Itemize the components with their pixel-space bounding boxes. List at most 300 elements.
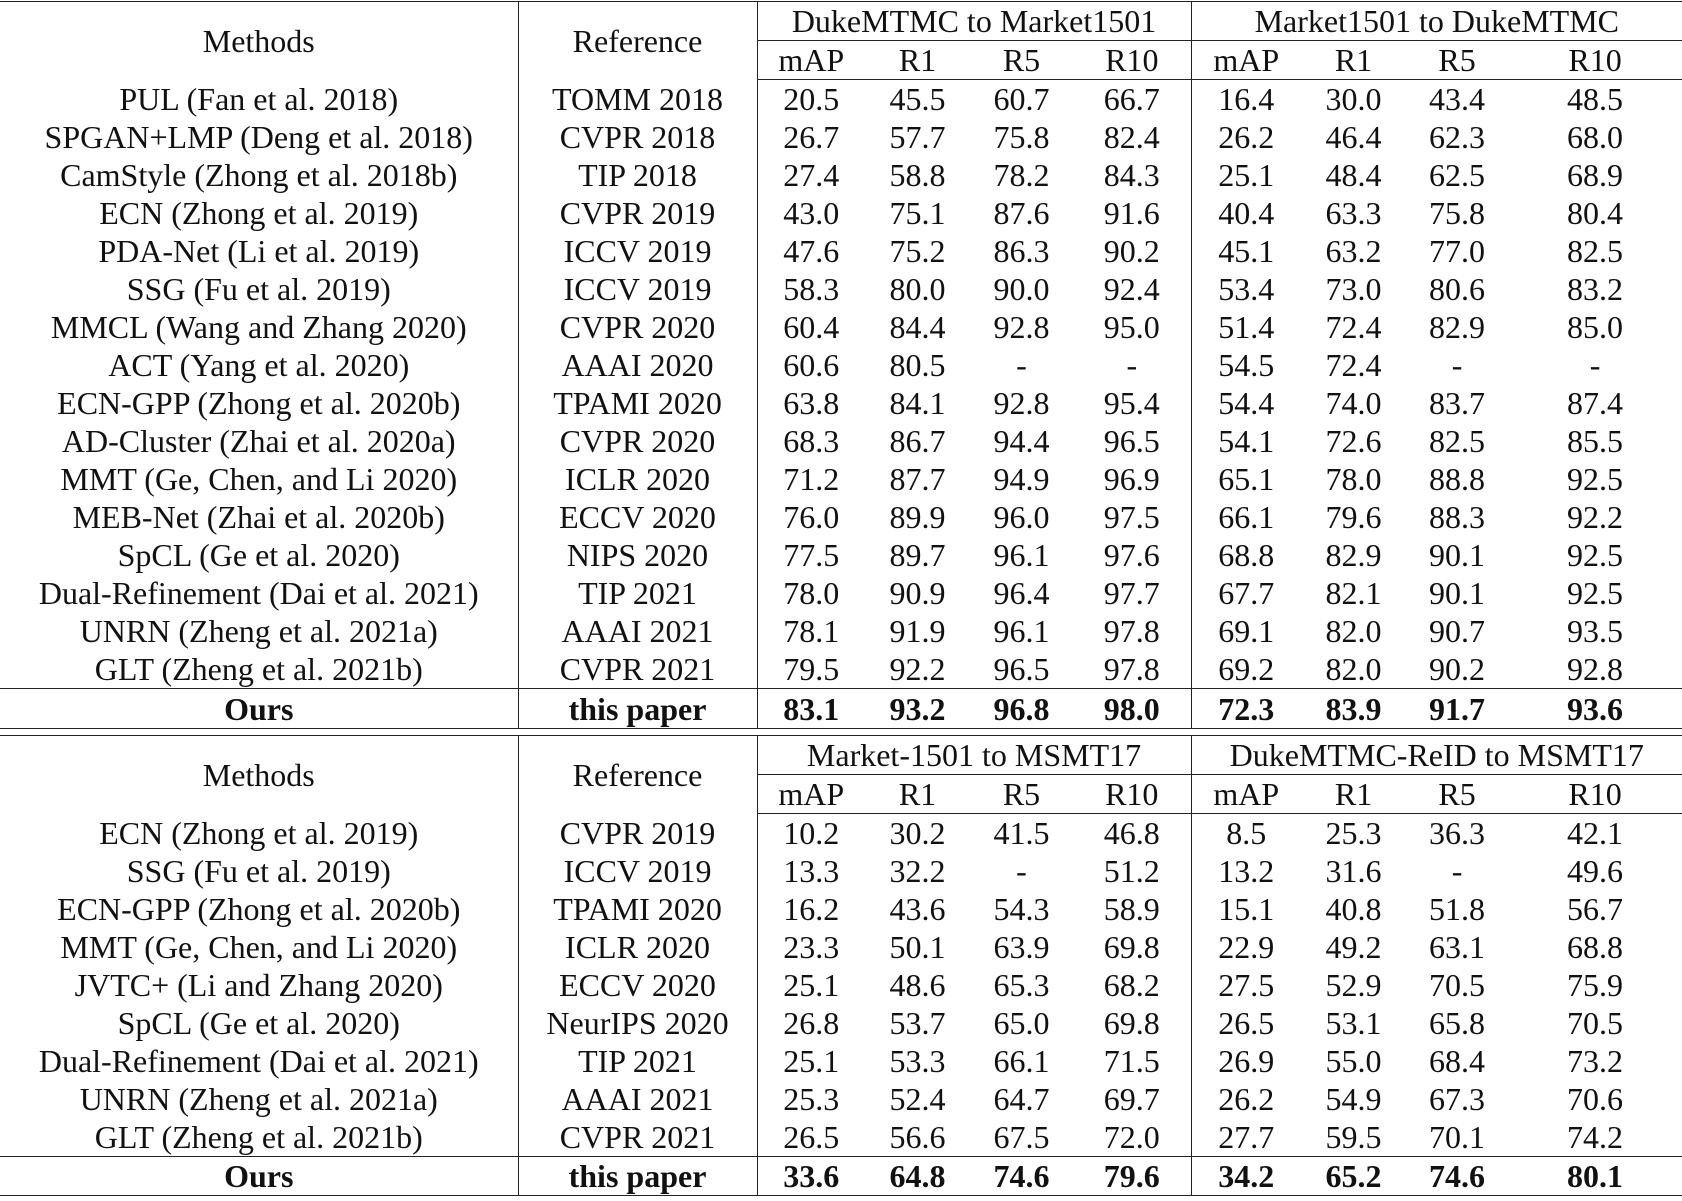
- metric-value: 94.4: [993, 423, 1050, 459]
- reference: AAAI 2020: [518, 346, 757, 384]
- metric-value: 68.0: [1567, 119, 1624, 155]
- header-metric-map: mAP: [757, 775, 865, 814]
- metric-value: 30.0: [1325, 81, 1382, 117]
- header-group: DukeMTMC-ReID to MSMT17: [1191, 736, 1682, 775]
- metric-value: 26.8: [783, 1005, 840, 1041]
- metric-value: 71.2: [783, 461, 840, 497]
- metric-value: 53.7: [889, 1005, 946, 1041]
- metric-value: 90.9: [889, 575, 946, 611]
- reference: AAAI 2021: [518, 1080, 757, 1118]
- metric-value: 45.5: [889, 81, 946, 117]
- metric-value: 34.2: [1191, 1157, 1301, 1196]
- metric-value: 90.1: [1429, 575, 1486, 611]
- metric-value: 90.0: [993, 271, 1050, 307]
- metric-value: 16.2: [783, 891, 840, 927]
- method-name: SPGAN+LMP (Deng et al. 2018): [0, 118, 518, 156]
- reference: NIPS 2020: [518, 536, 757, 574]
- metric-value: 60.6: [783, 347, 840, 383]
- metric-value: 70.6: [1567, 1081, 1624, 1117]
- metric-value: 48.5: [1567, 81, 1624, 117]
- header-metric-r10: R10: [1508, 41, 1682, 80]
- metric-value: 75.2: [889, 233, 946, 269]
- header-metric-r1: R1: [1301, 775, 1406, 814]
- metric-value: 91.6: [1073, 194, 1191, 232]
- metric-value: 40.4: [1218, 195, 1275, 231]
- table-row: [0, 422, 1682, 460]
- reference: ICCV 2019: [518, 852, 757, 890]
- metric-value: 26.7: [783, 119, 840, 155]
- ours-row: [0, 689, 1682, 729]
- metric-value: 16.4: [1218, 81, 1275, 117]
- method-name: ECN-GPP (Zhong et al. 2020b): [0, 890, 518, 928]
- reference: this paper: [518, 1157, 757, 1196]
- metric-value: 30.2: [889, 815, 946, 851]
- metric-value: 69.8: [1073, 928, 1191, 966]
- reference: CVPR 2020: [518, 422, 757, 460]
- metric-value: 96.5: [993, 651, 1050, 687]
- metric-value: 91.7: [1406, 689, 1508, 729]
- method-name: ACT (Yang et al. 2020): [0, 346, 518, 384]
- metric-value: 75.8: [1429, 195, 1486, 231]
- table-row: [0, 156, 1682, 194]
- metric-value: 80.6: [1429, 271, 1486, 307]
- metric-value: 67.5: [993, 1119, 1050, 1155]
- metric-value: 68.8: [1567, 929, 1624, 965]
- reference: TPAMI 2020: [518, 384, 757, 422]
- table-row: [0, 650, 1682, 689]
- method-name: ECN (Zhong et al. 2019): [0, 814, 518, 853]
- table-row: [0, 1004, 1682, 1042]
- metric-value: 69.7: [1073, 1080, 1191, 1118]
- metric-value: 58.3: [783, 271, 840, 307]
- header-metric-r1: R1: [1301, 41, 1406, 80]
- metric-value: 51.8: [1429, 891, 1486, 927]
- metric-value: 52.9: [1325, 967, 1382, 1003]
- metric-value: 69.2: [1218, 651, 1275, 687]
- metric-value: 31.6: [1325, 853, 1382, 889]
- method-name: ECN-GPP (Zhong et al. 2020b): [0, 384, 518, 422]
- metric-value: 72.6: [1325, 423, 1382, 459]
- metric-value: 76.0: [783, 499, 840, 535]
- method-name: CamStyle (Zhong et al. 2018b): [0, 156, 518, 194]
- metric-value: 90.1: [1429, 537, 1486, 573]
- table-row: [0, 270, 1682, 308]
- metric-value: 43.6: [889, 891, 946, 927]
- header-metric-map: mAP: [757, 41, 865, 80]
- header-metric-r10: R10: [1073, 775, 1191, 814]
- metric-value: 46.4: [1325, 119, 1382, 155]
- metric-value: 74.0: [1325, 385, 1382, 421]
- metric-value: 77.0: [1429, 233, 1486, 269]
- metric-value: 70.5: [1567, 1005, 1624, 1041]
- metric-value: 57.7: [889, 119, 946, 155]
- header-reference: Reference: [518, 2, 757, 80]
- table-row: [0, 1080, 1682, 1118]
- reference: this paper: [518, 689, 757, 729]
- metric-value: 70.1: [1429, 1119, 1486, 1155]
- metric-value: 58.9: [1073, 890, 1191, 928]
- metric-value: 66.7: [1073, 80, 1191, 119]
- metric-value: -: [1073, 346, 1191, 384]
- metric-value: 40.8: [1325, 891, 1382, 927]
- metric-value: 72.4: [1325, 309, 1382, 345]
- reference: NeurIPS 2020: [518, 1004, 757, 1042]
- method-name: GLT (Zheng et al. 2021b): [0, 650, 518, 689]
- metric-value: 63.2: [1325, 233, 1382, 269]
- metric-value: 79.5: [783, 651, 840, 687]
- metric-value: 13.2: [1218, 853, 1275, 889]
- metric-value: 92.2: [1567, 499, 1624, 535]
- metric-value: 87.6: [993, 195, 1050, 231]
- method-name: Ours: [0, 689, 518, 729]
- table-row: [0, 966, 1682, 1004]
- metric-value: 32.2: [889, 853, 946, 889]
- header-metric-r10: R10: [1508, 775, 1682, 814]
- method-name: GLT (Zheng et al. 2021b): [0, 1118, 518, 1157]
- header-metric-r5: R5: [1406, 775, 1508, 814]
- metric-value: 48.4: [1325, 157, 1382, 193]
- table-row: [0, 194, 1682, 232]
- metric-value: 85.5: [1567, 423, 1624, 459]
- metric-value: 86.7: [889, 423, 946, 459]
- metric-value: 26.2: [1218, 119, 1275, 155]
- metric-value: 92.8: [1567, 651, 1624, 687]
- metric-value: 90.2: [1073, 232, 1191, 270]
- metric-value: -: [1451, 853, 1463, 889]
- metric-value: 46.8: [1073, 814, 1191, 853]
- metric-value: 13.3: [783, 853, 840, 889]
- metric-value: 51.2: [1073, 852, 1191, 890]
- method-name: SSG (Fu et al. 2019): [0, 852, 518, 890]
- reference: ICLR 2020: [518, 928, 757, 966]
- metric-value: 91.9: [889, 613, 946, 649]
- metric-value: 92.8: [993, 385, 1050, 421]
- header-metric-r5: R5: [970, 41, 1073, 80]
- header-metric-r10: R10: [1073, 41, 1191, 80]
- metric-value: 63.1: [1429, 929, 1486, 965]
- metric-value: 68.4: [1429, 1043, 1486, 1079]
- metric-value: 53.1: [1325, 1005, 1382, 1041]
- metric-value: 63.3: [1325, 195, 1382, 231]
- reference: CVPR 2018: [518, 118, 757, 156]
- metric-value: 26.2: [1218, 1081, 1275, 1117]
- metric-value: 60.7: [993, 81, 1050, 117]
- metric-value: 54.9: [1325, 1081, 1382, 1117]
- table-row: [0, 80, 1682, 119]
- metric-value: 82.9: [1429, 309, 1486, 345]
- metric-value: 86.3: [993, 233, 1050, 269]
- metric-value: 74.6: [1406, 1157, 1508, 1196]
- metric-value: 73.0: [1325, 271, 1382, 307]
- metric-value: 68.3: [783, 423, 840, 459]
- metric-value: 82.1: [1325, 575, 1382, 611]
- table-row: [0, 1042, 1682, 1080]
- metric-value: 25.1: [1218, 157, 1275, 193]
- metric-value: 27.5: [1218, 967, 1275, 1003]
- metric-value: 84.4: [889, 309, 946, 345]
- reference: CVPR 2019: [518, 814, 757, 853]
- method-name: AD-Cluster (Zhai et al. 2020a): [0, 422, 518, 460]
- metric-value: 68.8: [1218, 537, 1275, 573]
- header-metric-r1: R1: [865, 41, 970, 80]
- metric-value: 42.1: [1567, 815, 1624, 851]
- reference: TOMM 2018: [518, 80, 757, 119]
- metric-value: 92.5: [1567, 537, 1624, 573]
- metric-value: 83.1: [757, 689, 865, 729]
- metric-value: 50.1: [889, 929, 946, 965]
- method-name: MMT (Ge, Chen, and Li 2020): [0, 460, 518, 498]
- reference: ICCV 2019: [518, 232, 757, 270]
- metric-value: 59.5: [1325, 1119, 1382, 1155]
- metric-value: 67.3: [1429, 1081, 1486, 1117]
- table-row: [0, 346, 1682, 384]
- reference: TIP 2018: [518, 156, 757, 194]
- metric-value: 54.1: [1218, 423, 1275, 459]
- metric-value: 27.4: [783, 157, 840, 193]
- metric-value: 96.0: [993, 499, 1050, 535]
- results-table-msmt17: [0, 735, 1682, 1196]
- reference: CVPR 2021: [518, 1118, 757, 1157]
- metric-value: -: [1016, 853, 1027, 889]
- metric-value: 62.3: [1429, 119, 1486, 155]
- method-name: MEB-Net (Zhai et al. 2020b): [0, 498, 518, 536]
- reference: ECCV 2020: [518, 498, 757, 536]
- table-row: [0, 232, 1682, 270]
- header-group: Market1501 to DukeMTMC: [1191, 2, 1682, 41]
- metric-value: 58.8: [889, 157, 946, 193]
- metric-value: 43.4: [1429, 81, 1486, 117]
- table-row: [0, 498, 1682, 536]
- metric-value: 89.7: [889, 537, 946, 573]
- metric-value: 75.8: [993, 119, 1050, 155]
- metric-value: 65.3: [993, 967, 1050, 1003]
- metric-value: 23.3: [783, 929, 840, 965]
- metric-value: 80.0: [889, 271, 946, 307]
- metric-value: 69.1: [1218, 613, 1275, 649]
- metric-value: 90.7: [1429, 613, 1486, 649]
- metric-value: 55.0: [1325, 1043, 1382, 1079]
- metric-value: 69.8: [1073, 1004, 1191, 1042]
- method-name: UNRN (Zheng et al. 2021a): [0, 612, 518, 650]
- method-name: MMCL (Wang and Zhang 2020): [0, 308, 518, 346]
- method-name: Dual-Refinement (Dai et al. 2021): [0, 574, 518, 612]
- metric-value: 87.7: [889, 461, 946, 497]
- metric-value: 25.3: [783, 1081, 840, 1117]
- metric-value: 97.8: [1073, 650, 1191, 689]
- metric-value: 92.5: [1567, 461, 1624, 497]
- metric-value: 80.4: [1567, 195, 1624, 231]
- reference: TIP 2021: [518, 574, 757, 612]
- reference: AAAI 2021: [518, 612, 757, 650]
- metric-value: 75.1: [889, 195, 946, 231]
- metric-value: -: [1451, 347, 1463, 383]
- method-name: UNRN (Zheng et al. 2021a): [0, 1080, 518, 1118]
- metric-value: 53.3: [889, 1043, 946, 1079]
- metric-value: 25.1: [783, 1043, 840, 1079]
- metric-value: 66.1: [993, 1043, 1050, 1079]
- metric-value: 48.6: [889, 967, 946, 1003]
- metric-value: 56.7: [1567, 891, 1624, 927]
- metric-value: -: [1589, 347, 1601, 383]
- metric-value: 27.7: [1218, 1119, 1275, 1155]
- metric-value: 97.8: [1073, 612, 1191, 650]
- table-row: [0, 460, 1682, 498]
- metric-value: 33.6: [757, 1157, 865, 1196]
- method-name: PDA-Net (Li et al. 2019): [0, 232, 518, 270]
- metric-value: 26.5: [1218, 1005, 1275, 1041]
- table-row: [0, 814, 1682, 853]
- table-row: [0, 852, 1682, 890]
- results-table-market-duke: [0, 1, 1682, 729]
- table-row: [0, 308, 1682, 346]
- metric-value: 74.2: [1567, 1119, 1624, 1155]
- metric-value: 66.1: [1218, 499, 1275, 535]
- metric-value: 49.2: [1325, 929, 1382, 965]
- metric-value: 10.2: [783, 815, 840, 851]
- metric-value: 83.9: [1301, 689, 1406, 729]
- table-row: [0, 574, 1682, 612]
- metric-value: 78.0: [1325, 461, 1382, 497]
- metric-value: 49.6: [1567, 853, 1624, 889]
- metric-value: 72.0: [1073, 1118, 1191, 1157]
- metric-value: 80.1: [1508, 1157, 1682, 1196]
- metric-value: 77.5: [783, 537, 840, 573]
- metric-value: 75.9: [1567, 967, 1624, 1003]
- header-methods: Methods: [0, 736, 518, 814]
- metric-value: 72.4: [1325, 347, 1382, 383]
- metric-value: 25.3: [1325, 815, 1382, 851]
- method-name: Ours: [0, 1157, 518, 1196]
- metric-value: 47.6: [783, 233, 840, 269]
- reference: TPAMI 2020: [518, 890, 757, 928]
- metric-value: 96.8: [970, 689, 1073, 729]
- metric-value: 63.8: [783, 385, 840, 421]
- reference: ICCV 2019: [518, 270, 757, 308]
- metric-value: 88.8: [1429, 461, 1486, 497]
- metric-value: 65.1: [1218, 461, 1275, 497]
- metric-value: 92.5: [1567, 575, 1624, 611]
- reference: ECCV 2020: [518, 966, 757, 1004]
- ours-row: [0, 1157, 1682, 1196]
- header-metric-r1: R1: [865, 775, 970, 814]
- metric-value: 82.0: [1325, 613, 1382, 649]
- metric-value: 96.5: [1073, 422, 1191, 460]
- table-row: [0, 384, 1682, 422]
- metric-value: 78.1: [783, 613, 840, 649]
- table-row: [0, 118, 1682, 156]
- metric-value: 90.2: [1429, 651, 1486, 687]
- metric-value: 96.4: [993, 575, 1050, 611]
- metric-value: 93.5: [1567, 613, 1624, 649]
- metric-value: 51.4: [1218, 309, 1275, 345]
- metric-value: 73.2: [1567, 1043, 1624, 1079]
- metric-value: 95.0: [1073, 308, 1191, 346]
- metric-value: 53.4: [1218, 271, 1275, 307]
- reference: CVPR 2021: [518, 650, 757, 689]
- header-reference: Reference: [518, 736, 757, 814]
- metric-value: 8.5: [1226, 815, 1267, 851]
- metric-value: 89.9: [889, 499, 946, 535]
- table-row: [0, 612, 1682, 650]
- header-metric-r5: R5: [1406, 41, 1508, 80]
- metric-value: -: [1016, 347, 1027, 383]
- metric-value: 92.2: [889, 651, 946, 687]
- method-name: PUL (Fan et al. 2018): [0, 80, 518, 119]
- metric-value: 87.4: [1567, 385, 1624, 421]
- metric-value: 36.3: [1429, 815, 1486, 851]
- metric-value: 56.6: [889, 1119, 946, 1155]
- reference: ICLR 2020: [518, 460, 757, 498]
- header-group: Market-1501 to MSMT17: [757, 736, 1191, 775]
- metric-value: 67.7: [1218, 575, 1275, 611]
- metric-value: 83.7: [1429, 385, 1486, 421]
- metric-value: 95.4: [1073, 384, 1191, 422]
- metric-value: 65.0: [993, 1005, 1050, 1041]
- metric-value: 97.5: [1073, 498, 1191, 536]
- metric-value: 92.8: [993, 309, 1050, 345]
- header-methods: Methods: [0, 2, 518, 80]
- metric-value: 64.8: [865, 1157, 970, 1196]
- header-row-groups: [0, 736, 1682, 775]
- reference: CVPR 2019: [518, 194, 757, 232]
- header-metric-map: mAP: [1191, 41, 1301, 80]
- metric-value: 80.5: [889, 347, 946, 383]
- metric-value: 68.2: [1073, 966, 1191, 1004]
- metric-value: 96.1: [993, 537, 1050, 573]
- metric-value: 45.1: [1218, 233, 1275, 269]
- metric-value: 26.5: [783, 1119, 840, 1155]
- metric-value: 41.5: [993, 815, 1050, 851]
- metric-value: 22.9: [1218, 929, 1275, 965]
- metric-value: 84.3: [1073, 156, 1191, 194]
- metric-value: 82.4: [1073, 118, 1191, 156]
- metric-value: 54.5: [1218, 347, 1275, 383]
- metric-value: 84.1: [889, 385, 946, 421]
- metric-value: 94.9: [993, 461, 1050, 497]
- metric-value: 63.9: [993, 929, 1050, 965]
- metric-value: 54.3: [993, 891, 1050, 927]
- metric-value: 79.6: [1325, 499, 1382, 535]
- metric-value: 74.6: [970, 1157, 1073, 1196]
- method-name: SpCL (Ge et al. 2020): [0, 536, 518, 574]
- metric-value: 65.8: [1429, 1005, 1486, 1041]
- metric-value: 97.7: [1073, 574, 1191, 612]
- metric-value: 64.7: [993, 1081, 1050, 1117]
- metric-value: 82.9: [1325, 537, 1382, 573]
- metric-value: 85.0: [1567, 309, 1624, 345]
- metric-value: 83.2: [1567, 271, 1624, 307]
- metric-value: 82.5: [1567, 233, 1624, 269]
- metric-value: 96.9: [1073, 460, 1191, 498]
- metric-value: 20.5: [783, 81, 840, 117]
- metric-value: 92.4: [1073, 270, 1191, 308]
- metric-value: 26.9: [1218, 1043, 1275, 1079]
- metric-value: 68.9: [1567, 157, 1624, 193]
- metric-value: 52.4: [889, 1081, 946, 1117]
- reference: TIP 2021: [518, 1042, 757, 1080]
- metric-value: 71.5: [1073, 1042, 1191, 1080]
- header-metric-map: mAP: [1191, 775, 1301, 814]
- header-row-groups: [0, 2, 1682, 41]
- method-name: JVTC+ (Li and Zhang 2020): [0, 966, 518, 1004]
- metric-value: 15.1: [1218, 891, 1275, 927]
- metric-value: 62.5: [1429, 157, 1486, 193]
- metric-value: 96.1: [993, 613, 1050, 649]
- header-metric-r5: R5: [970, 775, 1073, 814]
- metric-value: 98.0: [1073, 689, 1191, 729]
- metric-value: 43.0: [783, 195, 840, 231]
- method-name: Dual-Refinement (Dai et al. 2021): [0, 1042, 518, 1080]
